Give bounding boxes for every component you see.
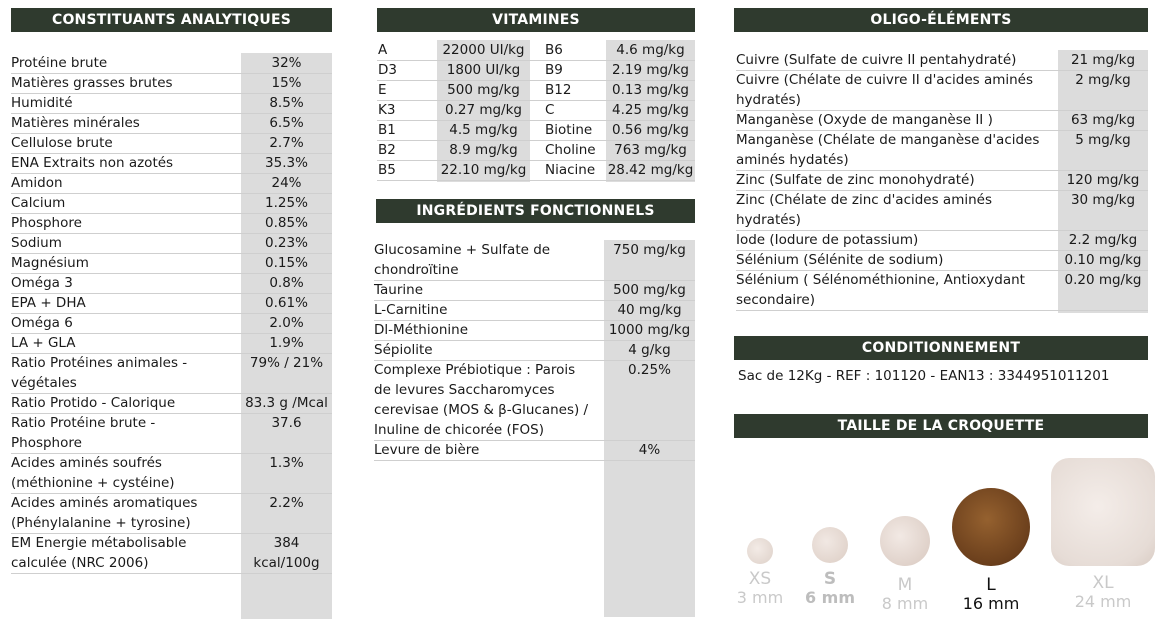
label-line: hydratés) (736, 92, 801, 108)
oligo-row-value (1058, 70, 1148, 90)
kibble-s-image (812, 527, 848, 563)
analytiques-row (11, 133, 332, 154)
value-line: 1.9% (269, 335, 304, 351)
kibble-m-size: 8 mm (881, 594, 929, 613)
vitamine-row (377, 120, 695, 141)
oligo-row-label (736, 250, 943, 270)
oligo-row (736, 230, 1148, 251)
analytiques-row (11, 333, 332, 354)
value-line: 4% (638, 442, 661, 458)
kibble-xs (731, 538, 789, 608)
oligo-row (736, 170, 1148, 191)
analytiques-row-label (11, 193, 65, 213)
label-line: Matières minérales (11, 115, 140, 131)
fonctionnels-row-value (604, 340, 695, 360)
vitamine-key: B12 (545, 82, 572, 98)
oligo-row-value (1058, 130, 1148, 150)
analytiques-row (11, 293, 332, 314)
analytiques-row-label (11, 153, 173, 173)
kibble-xl-size: 24 mm (1074, 592, 1132, 611)
oligo-row-value (1058, 190, 1148, 210)
analytiques-row (11, 253, 332, 274)
value-line: 40 mg/kg (617, 302, 682, 318)
value-line: 35.3% (265, 155, 308, 171)
value-line: 8.5% (269, 95, 304, 111)
analytiques-row-label (11, 253, 89, 273)
analytiques-row-value (241, 193, 332, 213)
oligo-row-value (1058, 270, 1148, 290)
analytiques-row-value (241, 353, 332, 373)
value-line: 750 mg/kg (613, 242, 686, 258)
analytiques-row-value (241, 413, 332, 433)
label-line: Matières grasses brutes (11, 75, 173, 91)
vitamine-key: B9 (545, 62, 563, 78)
section-header-vitamines: VITAMINES (377, 8, 695, 32)
value-line: 21 mg/kg (1070, 52, 1136, 68)
analytiques-row (11, 533, 332, 574)
analytiques-row-value (241, 533, 332, 573)
value-line: 0.15% (265, 255, 308, 271)
label-line: Oméga 3 (11, 275, 73, 291)
label-line: Inuline de chicorée (FOS) (374, 422, 544, 438)
oligo-row-label (736, 170, 975, 190)
oligo-row-label (736, 130, 1039, 170)
conditionnement-text: Sac de 12Kg - REF : 101120 - EAN13 : 3344951011201 (738, 368, 1110, 384)
value-line: 63 mg/kg (1070, 112, 1136, 128)
oligo-row-value (1058, 50, 1148, 70)
label-line: aminés hydatés) (736, 152, 849, 168)
oligo-row (736, 250, 1148, 271)
value-line: 83.3 g /Mcal (245, 395, 328, 411)
vitamine-key: K3 (378, 102, 396, 118)
vitamine-key: B1 (378, 122, 396, 138)
fonctionnels-row (374, 440, 695, 461)
oligo-row-label (736, 70, 1033, 110)
label-line: Magnésium (11, 255, 89, 271)
analytiques-row-value (241, 273, 332, 293)
oligo-row (736, 270, 1148, 311)
vitamine-key: E (378, 82, 387, 98)
fonctionnels-row (374, 280, 695, 301)
value-line: 1.3% (269, 455, 304, 471)
label-line: L-Carnitine (374, 302, 448, 318)
label-line: cerevisae (MOS & β-Glucanes) / (374, 402, 589, 418)
analytiques-row-label (11, 113, 140, 133)
value-line: 0.20 mg/kg (1064, 272, 1142, 288)
analytiques-row-value (241, 233, 332, 253)
kibble-m-label: M (897, 575, 913, 595)
kibble-s-size: 6 mm (804, 588, 856, 607)
analytiques-row-label (11, 213, 82, 233)
value-line: 37.6 (271, 415, 302, 431)
value-line: 2.2 mg/kg (1068, 232, 1138, 248)
oligo-row (736, 50, 1148, 71)
analytiques-row-label (11, 393, 175, 413)
label-line: Protéine brute (11, 55, 108, 71)
vitamine-value: 22.10 mg/kg (440, 162, 527, 178)
value-line: 4 g/kg (628, 342, 671, 358)
label-line: Manganèse (Chélate de manganèse d'acides (736, 132, 1040, 148)
label-line: Complexe Prébiotique : Parois (374, 362, 576, 378)
analytiques-row (11, 93, 332, 114)
analytiques-row-label (11, 533, 186, 573)
section-header-oligo: OLIGO-ÉLÉMENTS (734, 8, 1148, 32)
analytiques-row-label (11, 133, 113, 153)
oligo-row (736, 130, 1148, 171)
vitamine-key: Niacine (545, 162, 596, 178)
value-line: 30 mg/kg (1070, 192, 1136, 208)
kibble-xs-image (747, 538, 773, 564)
label-line: Sépiolite (374, 342, 433, 358)
fonctionnels-row-label (374, 440, 479, 460)
fonctionnels-row (374, 300, 695, 321)
vitamine-value: 0.13 mg/kg (611, 82, 689, 98)
label-line: Acides aminés soufrés (11, 455, 162, 471)
vitamine-value: 500 mg/kg (447, 82, 520, 98)
vitamine-key: A (378, 42, 388, 58)
analytiques-row (11, 233, 332, 254)
value-line: 5 mg/kg (1075, 132, 1131, 148)
analytiques-row (11, 313, 332, 334)
label-line: calculée (NRC 2006) (11, 555, 149, 571)
analytiques-row (11, 453, 332, 494)
vitamine-value: 8.9 mg/kg (449, 142, 518, 158)
label-line: Acides aminés aromatiques (11, 495, 198, 511)
vitamine-row (377, 100, 695, 121)
label-line: Calcium (11, 195, 66, 211)
analytiques-row-label (11, 453, 175, 493)
analytiques-row-value (241, 393, 332, 413)
kibble-l-size: 16 mm (962, 594, 1020, 613)
oligo-row-value (1058, 110, 1148, 130)
oligo-row-value (1058, 250, 1148, 270)
analytiques-row (11, 113, 332, 134)
analytiques-row (11, 393, 332, 414)
label-line: Cellulose brute (11, 135, 113, 151)
vitamine-value: 28.42 mg/kg (607, 162, 694, 178)
analytiques-row (11, 73, 332, 94)
vitamine-key: B5 (378, 162, 396, 178)
analytiques-row-value (241, 313, 332, 333)
vitamine-value: 763 mg/kg (614, 142, 687, 158)
analytiques-row (11, 213, 332, 234)
label-line: Levure de bière (374, 442, 480, 458)
value-line: 1.25% (265, 195, 308, 211)
analytiques-row-label (11, 333, 76, 353)
label-line: Zinc (Sulfate de zinc monohydraté) (736, 172, 975, 188)
analytiques-row-value (241, 293, 332, 313)
analytiques-row (11, 413, 332, 454)
label-line: ENA Extraits non azotés (11, 155, 174, 171)
vitamine-row (377, 60, 695, 81)
analytiques-row-value (241, 213, 332, 233)
label-line: (méthionine + cystéine) (11, 475, 175, 491)
fonctionnels-row-value (604, 280, 695, 300)
analytiques-row (11, 353, 332, 394)
label-line: Ratio Protéine brute - (11, 415, 156, 431)
analytiques-row-value (241, 453, 332, 473)
fonctionnels-row-label (374, 360, 588, 440)
vitamine-key: Biotine (545, 122, 593, 138)
oligo-row-label (736, 230, 918, 250)
oligo-row (736, 70, 1148, 111)
value-line: 120 mg/kg (1066, 172, 1140, 188)
fonctionnels-row (374, 240, 695, 281)
vitamine-value: 1800 UI/kg (446, 62, 521, 78)
vitamine-value: 0.56 mg/kg (611, 122, 689, 138)
analytiques-row-label (11, 73, 173, 93)
value-line: 0.8% (269, 275, 304, 291)
vitamine-row (377, 160, 695, 181)
label-line: de levures Saccharomyces (374, 382, 555, 398)
label-line: Amidon (11, 175, 63, 191)
fonctionnels-row-label (374, 300, 447, 320)
value-line: 500 mg/kg (613, 282, 686, 298)
kibble-s (800, 527, 860, 608)
label-line: Humidité (11, 95, 73, 111)
label-line: Ratio Protido - Calorique (11, 395, 176, 411)
vitamine-value: 22000 UI/kg (442, 42, 525, 58)
analytiques-row-label (11, 293, 86, 313)
analytiques-row-label (11, 413, 155, 453)
oligo-row-value (1058, 230, 1148, 250)
oligo-row-label (736, 50, 1016, 70)
value-line: 384 (273, 535, 300, 551)
fonctionnels-row-value (604, 240, 695, 260)
label-line: Sélénium ( Sélénométhionine, Antioxydant (736, 272, 1025, 288)
label-line: Phosphore (11, 215, 82, 231)
label-line: Cuivre (Sulfate de cuivre II pentahydraté) (736, 52, 1017, 68)
label-line: EPA + DHA (11, 295, 86, 311)
label-line: Taurine (374, 282, 424, 298)
value-line: 0.10 mg/kg (1064, 252, 1142, 268)
oligo-row-label (736, 270, 1025, 310)
value-line: 15% (271, 75, 302, 91)
label-line: hydratés) (736, 212, 801, 228)
value-line: kcal/100g (253, 555, 320, 571)
value-line: 24% (271, 175, 302, 191)
value-line: 2 mg/kg (1075, 72, 1131, 88)
kibble-xl (1046, 458, 1160, 612)
fonctionnels-row (374, 360, 695, 441)
vitamine-row (377, 40, 695, 61)
vitamine-key: C (545, 102, 555, 118)
analytiques-row-value (241, 53, 332, 73)
kibble-s-label: S (823, 569, 837, 589)
vitamine-value: 4.25 mg/kg (611, 102, 689, 118)
value-line: 2.0% (269, 315, 304, 331)
label-line: LA + GLA (11, 335, 76, 351)
analytiques-row (11, 493, 332, 534)
analytiques-row-label (11, 273, 73, 293)
fonctionnels-row (374, 340, 695, 361)
vitamine-value: 4.6 mg/kg (616, 42, 685, 58)
kibble-m (872, 516, 938, 614)
value-line: 2.7% (269, 135, 304, 151)
vitamine-value: 2.19 mg/kg (611, 62, 689, 78)
vitamine-key: B6 (545, 42, 563, 58)
vitamine-key: B2 (378, 142, 396, 158)
value-line: 2.2% (269, 495, 304, 511)
analytiques-row-value (241, 113, 332, 133)
analytiques-row (11, 273, 332, 294)
fonctionnels-row-value (604, 360, 695, 380)
vitamine-key: D3 (378, 62, 397, 78)
label-line: Manganèse (Oxyde de manganèse II ) (736, 112, 993, 128)
value-line: 0.23% (265, 235, 308, 251)
kibble-xl-image (1051, 458, 1155, 566)
value-line: 6.5% (269, 115, 304, 131)
kibble-xs-label: XS (748, 569, 772, 589)
analytiques-row (11, 53, 332, 74)
section-header-croquette: TAILLE DE LA CROQUETTE (734, 414, 1148, 438)
label-line: Glucosamine + Sulfate de (374, 242, 551, 258)
kibble-xs-size: 3 mm (736, 588, 784, 607)
label-line: Dl-Méthionine (374, 322, 468, 338)
label-line: EM Energie métabolisable (11, 535, 187, 551)
oligo-row-label (736, 190, 992, 230)
analytiques-row-value (241, 253, 332, 273)
analytiques-row-value (241, 133, 332, 153)
value-line: 79% / 21% (249, 355, 324, 371)
section-header-analytiques: CONSTITUANTS ANALYTIQUES (11, 8, 332, 32)
section-header-conditionnement: CONDITIONNEMENT (734, 336, 1148, 360)
analytiques-row-label (11, 493, 197, 533)
vitamine-key: Choline (545, 142, 596, 158)
analytiques-row (11, 173, 332, 194)
oligo-row-value (1058, 170, 1148, 190)
vitamine-row (377, 140, 695, 161)
value-line: 0.85% (265, 215, 308, 231)
fonctionnels-row-label (374, 240, 550, 280)
analytiques-row-value (241, 173, 332, 193)
label-line: Sélénium (Sélénite de sodium) (736, 252, 944, 268)
label-line: Sodium (11, 235, 62, 251)
label-line: (Phénylalanine + tyrosine) (11, 515, 191, 531)
label-line: Oméga 6 (11, 315, 73, 331)
analytiques-row-value (241, 73, 332, 93)
analytiques-row (11, 193, 332, 214)
analytiques-row-label (11, 93, 73, 113)
analytiques-row-label (11, 173, 63, 193)
value-line: 1000 mg/kg (608, 322, 691, 338)
vitamine-value: 4.5 mg/kg (449, 122, 518, 138)
label-line: Iode (Iodure de potassium) (736, 232, 919, 248)
label-line: secondaire) (736, 292, 815, 308)
analytiques-row (11, 153, 332, 174)
analytiques-row-label (11, 53, 107, 73)
oligo-row (736, 110, 1148, 131)
analytiques-row-value (241, 333, 332, 353)
oligo-row-label (736, 110, 993, 130)
oligo-row (736, 190, 1148, 231)
fonctionnels-row-value (604, 300, 695, 320)
label-line: Ratio Protéines animales - (11, 355, 188, 371)
fonctionnels-row-label (374, 340, 433, 360)
vitamine-value: 0.27 mg/kg (444, 102, 522, 118)
analytiques-row-label (11, 313, 73, 333)
kibble-l-label: L (986, 575, 996, 595)
value-line: 32% (271, 55, 302, 71)
analytiques-row-label (11, 353, 187, 393)
label-line: végétales (11, 375, 77, 391)
fonctionnels-row-value (604, 440, 695, 460)
value-line: 0.61% (265, 295, 308, 311)
kibble-xl-label: XL (1092, 573, 1114, 593)
fonctionnels-row (374, 320, 695, 341)
analytiques-row-label (11, 233, 62, 253)
kibble-l-image (952, 488, 1030, 566)
kibble-m-image (880, 516, 930, 566)
vitamine-row (377, 80, 695, 101)
kibble-l (948, 488, 1034, 614)
fonctionnels-row-value (604, 320, 695, 340)
fonctionnels-row-label (374, 320, 468, 340)
analytiques-row-value (241, 93, 332, 113)
label-line: Phosphore (11, 435, 82, 451)
label-line: Zinc (Chélate de zinc d'acides aminés (736, 192, 993, 208)
section-header-fonctionnels: INGRÉDIENTS FONCTIONNELS (376, 199, 695, 223)
fonctionnels-row-label (374, 280, 423, 300)
analytiques-row-value (241, 153, 332, 173)
value-line: 0.25% (628, 362, 671, 378)
label-line: Cuivre (Chélate de cuivre II d'acides aminés (736, 72, 1034, 88)
label-line: chondroïtine (374, 262, 459, 278)
analytiques-row-value (241, 493, 332, 513)
